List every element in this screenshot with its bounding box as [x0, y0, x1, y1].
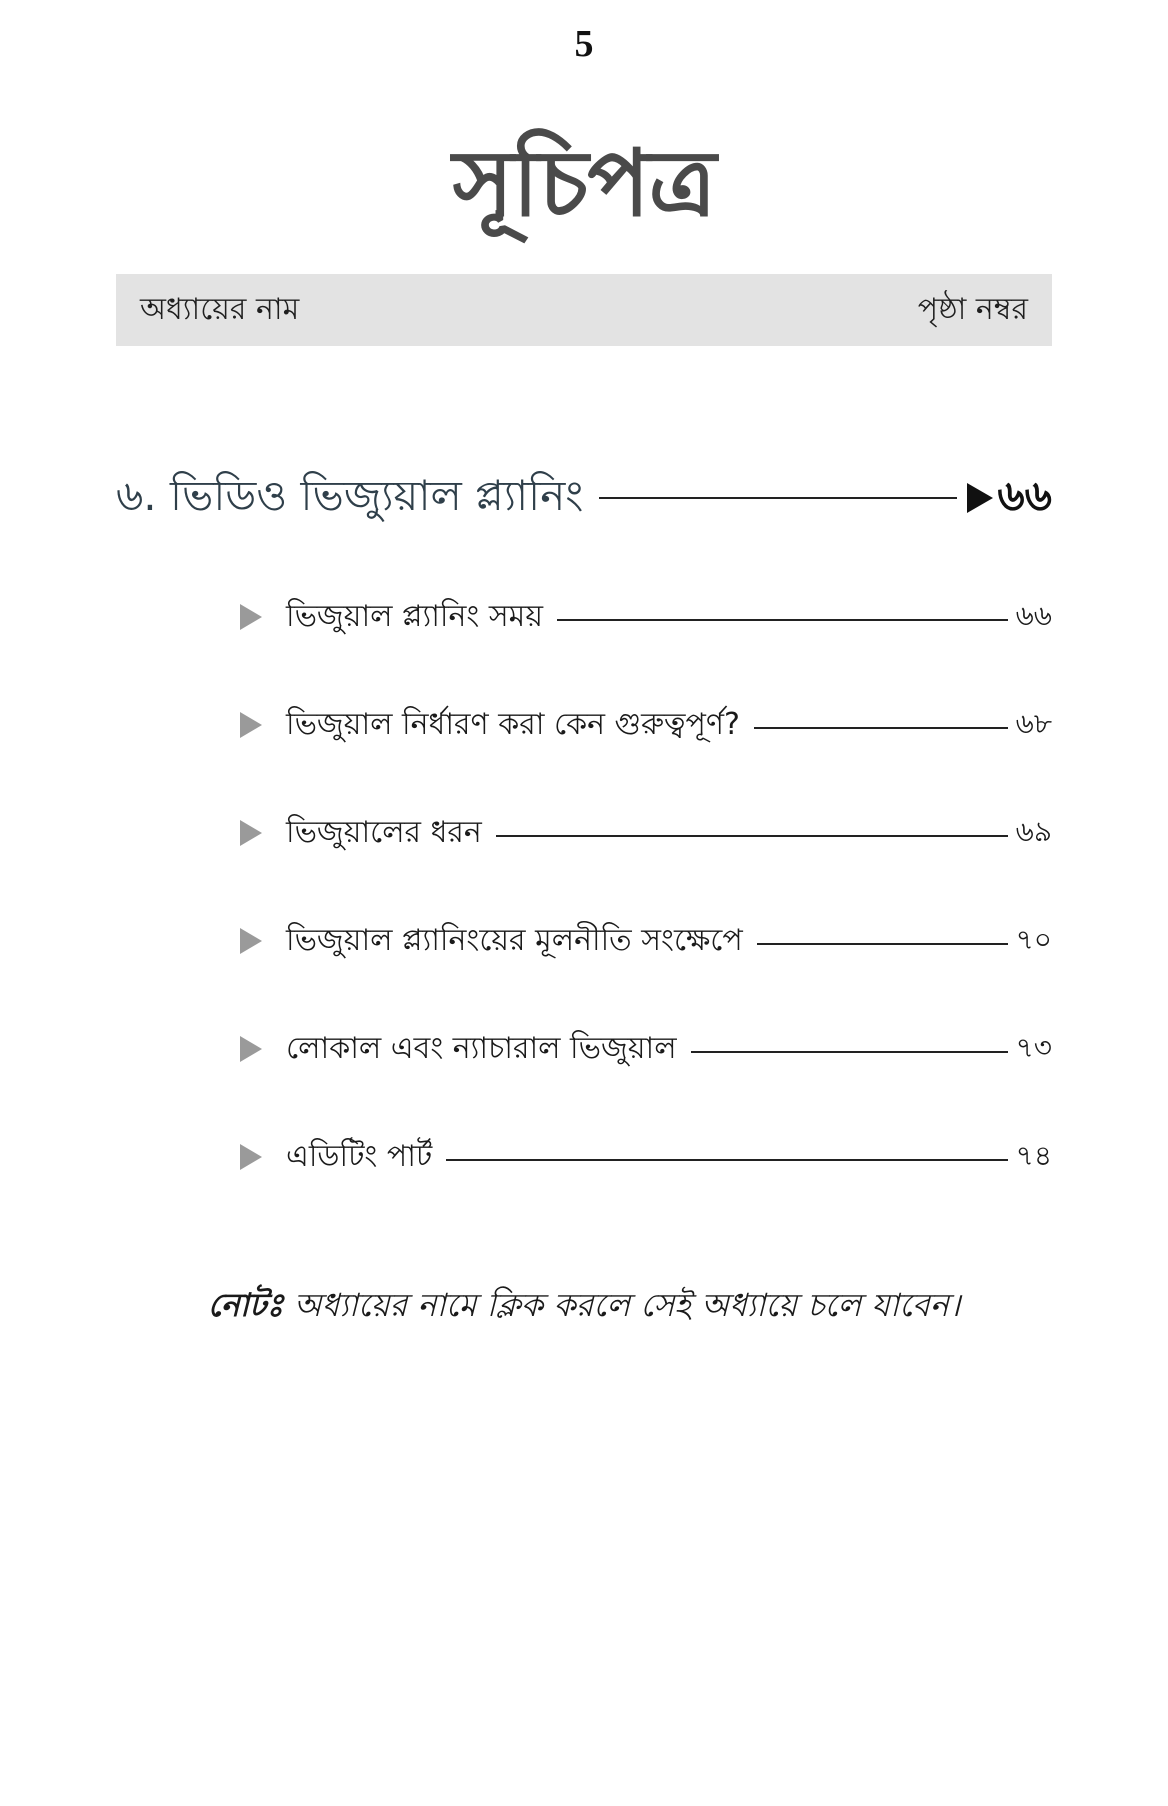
triangle-bullet-icon: [240, 712, 262, 738]
toc-item-label[interactable]: লোকাল এবং ন্যাচারাল ভিজুয়াল: [286, 1030, 677, 1066]
toc-item-page: ৬৮: [1015, 706, 1052, 740]
triangle-bullet-icon: [240, 1144, 262, 1170]
toc-header-bar: [116, 274, 1052, 346]
header-chapter-name-label: অধ্যায়ের নাম: [140, 291, 300, 327]
toc-item-page: ৭৪: [1015, 1138, 1052, 1172]
toc-item[interactable]: [240, 1134, 1052, 1180]
toc-leader-line: [691, 1051, 1008, 1053]
triangle-bullet-icon: [240, 928, 262, 954]
toc-item-label[interactable]: ভিজুয়ালের ধরন: [286, 814, 482, 850]
toc-item-label[interactable]: ভিজুয়াল নির্ধারণ করা কেন গুরুত্বপূর্ণ?: [286, 706, 740, 742]
header-page-number-label: পৃষ্ঠা নম্বর: [917, 291, 1028, 327]
page-title: সূচিপত্র: [452, 130, 716, 237]
triangle-bullet-icon: [240, 1036, 262, 1062]
toc-item[interactable]: [240, 918, 1052, 964]
toc-item-page: ৭৩: [1015, 1030, 1052, 1064]
toc-leader-line: [754, 727, 1008, 729]
toc-item-label[interactable]: ভিজুয়াল প্ল্যানিং সময়: [286, 598, 544, 634]
chapter-title-link[interactable]: ৬. ভিডিও ভিজ্যুয়াল প্ল্যানিং: [116, 470, 584, 520]
triangle-bullet-icon: [240, 604, 262, 630]
toc-item[interactable]: [240, 594, 1052, 640]
toc-leader-line: [496, 835, 1008, 837]
chapter-entry[interactable]: [116, 468, 1052, 528]
toc-leader-line: [757, 943, 1008, 945]
toc-item[interactable]: [240, 1026, 1052, 1072]
note-prefix: নোটঃ: [207, 1286, 284, 1324]
note-text: অধ্যায়ের নামে ক্লিক করলে সেই অধ্যায়ে চলে যাবেন।: [283, 1286, 961, 1324]
triangle-bullet-icon: [240, 820, 262, 846]
chapter-leader-line: [599, 497, 957, 499]
toc-leader-line: [557, 619, 1008, 621]
toc-item[interactable]: [240, 810, 1052, 856]
toc-item-page: ৬৯: [1015, 814, 1052, 848]
play-arrow-icon: [967, 483, 993, 513]
footer-note: [0, 1280, 1168, 1334]
toc-item-page: ৬৬: [1015, 598, 1052, 632]
page-number: 5: [574, 23, 594, 65]
toc-leader-line: [446, 1159, 1007, 1161]
toc-item[interactable]: [240, 702, 1052, 748]
toc-item-label[interactable]: ভিজুয়াল প্ল্যানিংয়ের মূলনীতি সংক্ষেপে: [286, 922, 743, 958]
toc-item-page: ৭০: [1015, 922, 1052, 956]
toc-item-label[interactable]: এডিটিং পার্ট: [286, 1138, 433, 1174]
chapter-page-number: ৬৬: [997, 470, 1052, 520]
